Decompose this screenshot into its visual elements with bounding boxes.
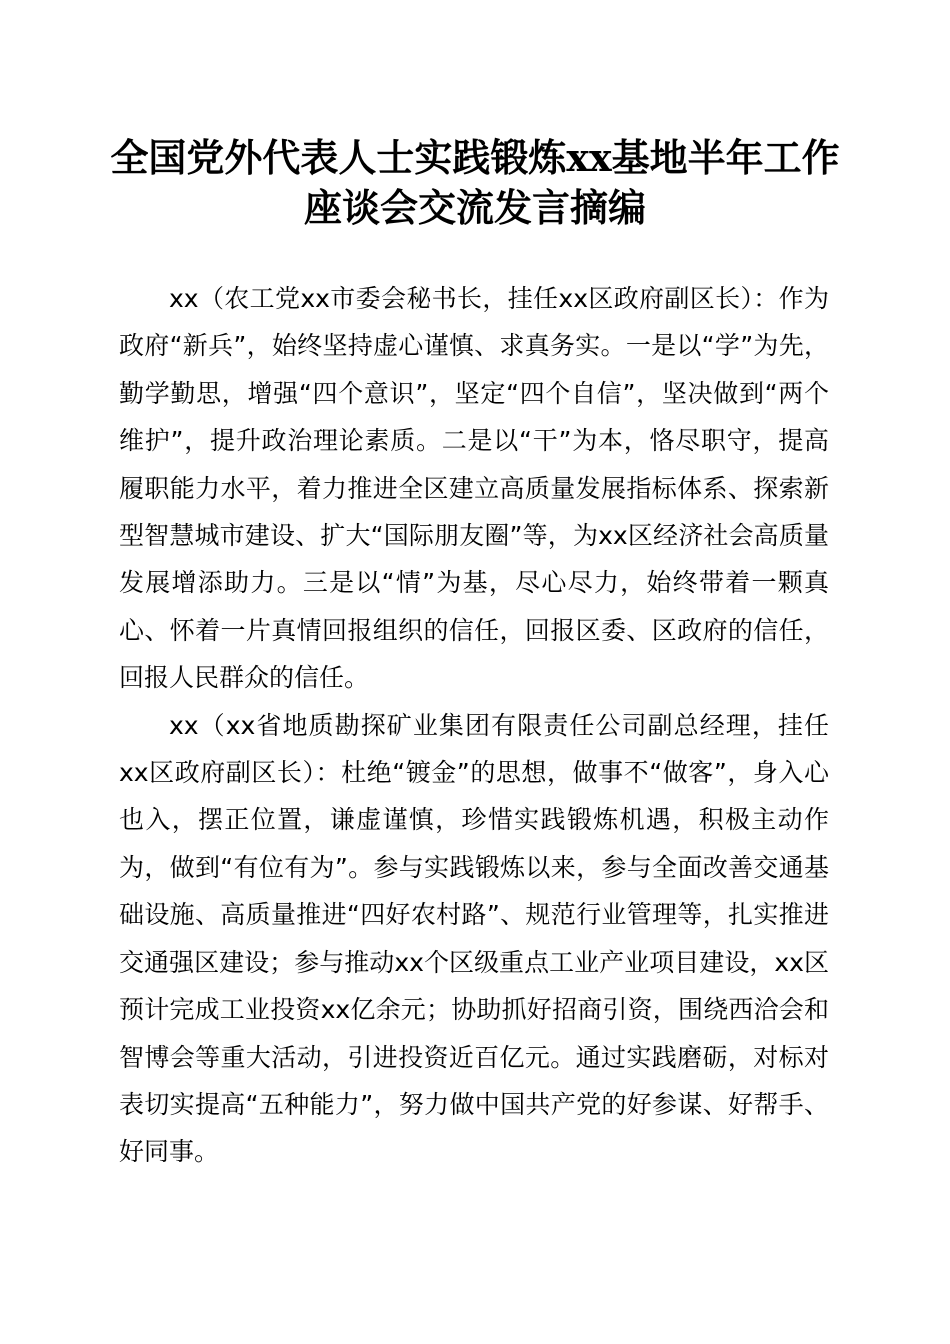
- paragraph-2: xx（xx省地质勘探矿业集团有限责任公司副总经理，挂任xx区政府副区长）：杜绝“镀金”的思想，做事不“做客”，身入心也入，摆正位置，谦虚谨慎，珍惜实践锻炼机遇，积极主动作为，做到“有位有为”。参与实践锻炼以来，参与全面改善交通基础设施、高质量推进“四好农村路”、规范行业管理等，扎实推进交通强区建设；参与推动xx个区级重点工业产业项目建设，xx区预计完成工业投资xx亿余元；协助抓好招商引资，围绕西洽会和智博会等重大活动，引进投资近百亿元。通过实践磨砺，对标对表切实提高“五种能力”，努力做中国共产党的好参谋、好帮手、好同事。: [119, 710, 829, 1167]
- document-body: [119, 275, 829, 1176]
- title-line-1: 全国党外代表人士实践锻炼xx基地半年工作: [110, 135, 840, 180]
- paragraph-1: xx（农工党xx市委会秘书长，挂任xx区政府副区长）：作为政府“新兵”，始终坚持虚心谨慎、求真务实。一是以“学”为先，勤学勤思，增强“四个意识”，坚定“四个自信”，坚决做到“两个维护”，提升政治理论素质。二是以“干”为本，恪尽职守，提高履职能力水平，着力推进全区建立高质量发展指标体系、探索新型智慧城市建设、扩大“国际朋友圈”等，为xx区经济社会高质量发展增添助力。三是以“情”为基，尽心尽力，始终带着一颗真心、怀着一片真情回报组织的信任，回报区委、区政府的信任，回报人民群众的信任。: [119, 284, 829, 693]
- title-line-2: 座谈会交流发言摘编: [303, 185, 646, 230]
- document-title: [100, 133, 850, 233]
